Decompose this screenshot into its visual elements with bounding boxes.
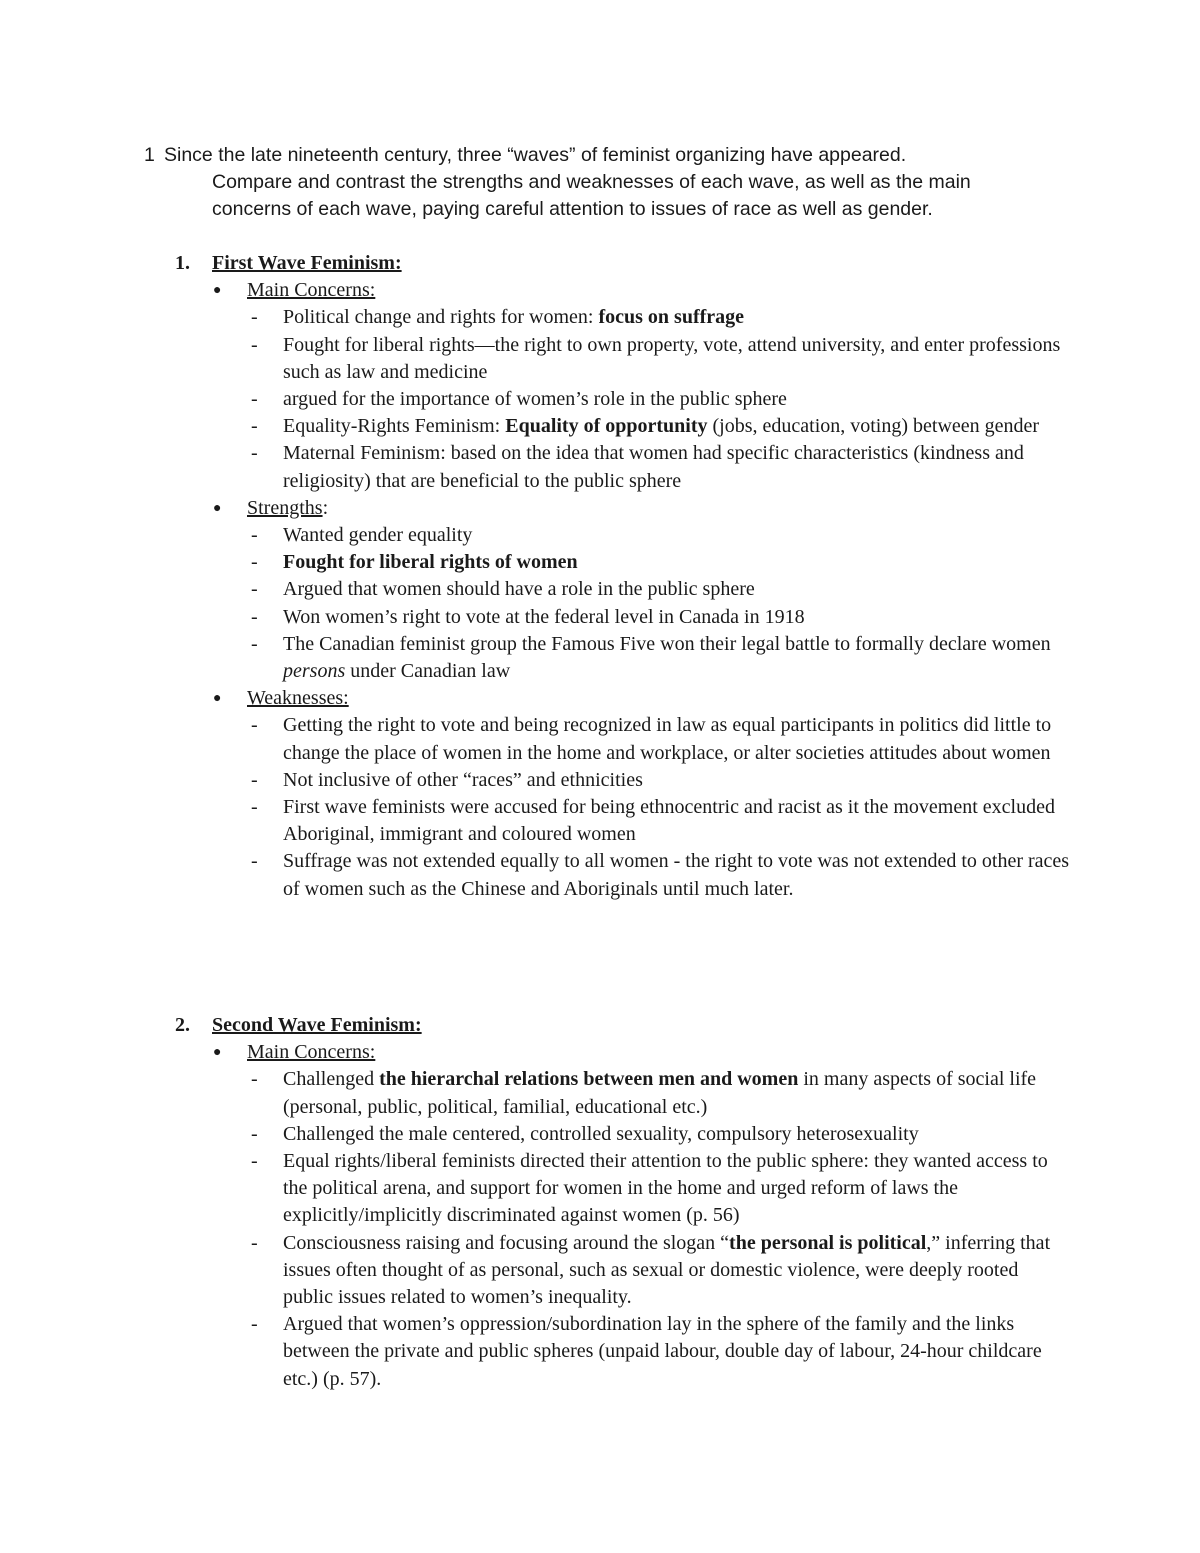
bullet-icon: ● [213, 1045, 222, 1061]
item-text: under Canadian law [345, 660, 511, 683]
question-prompt [144, 142, 1044, 223]
question-line: Compare and contrast the strengths and weaknesses of each wave, as well as the main [212, 171, 971, 193]
dash-marker: - [251, 388, 258, 411]
section-number: 2. [175, 1014, 190, 1036]
bold-text: Equality of opportunity [505, 415, 708, 438]
list-item [175, 767, 1073, 794]
question-line [144, 142, 1044, 169]
dash-marker: - [251, 714, 258, 737]
item-text: First wave feminists were accused for being ethnocentric and racist as it the movement excluded Aboriginal, immigrant and coloured women [283, 796, 1055, 846]
group-label: Weaknesses: [247, 687, 349, 710]
item-text: in many aspects of social life (personal, public, political, familial, educational etc.) [283, 1068, 1037, 1118]
dash-marker: - [251, 333, 258, 356]
item-text: The Canadian feminist group the Famous Five won their legal battle to formally declare women [283, 632, 1051, 655]
item-text: ,” inferring that issues often thought of as personal, such as sexual or domestic violence, were deeply rooted public issues related to women’s inequality. [283, 1231, 1051, 1309]
list-item [175, 522, 1073, 549]
bullet-icon: ● [213, 500, 222, 516]
bold-text: Fought for liberal rights of women [283, 551, 578, 574]
dash-marker: - [251, 850, 258, 873]
section-heading [175, 250, 1075, 277]
list-item [175, 332, 1073, 386]
item-text: Getting the right to vote and being recognized in law as equal participants in politics did little to change the place of women in the home and workplace, or alter societies attitudes about women [283, 714, 1052, 764]
item-text: Equal rights/liberal feminists directed their attention to the public sphere: they wanted access to the political arena, and support for women in the home and urged reform of laws the explicitly/implicitly discriminated against women (p. 56) [283, 1150, 1048, 1227]
dash-marker: - [251, 551, 258, 574]
item-text: argued for the importance of women’s role in the public sphere [283, 388, 787, 411]
group-heading [175, 277, 1075, 304]
dash-marker: - [251, 768, 258, 791]
bold-text: the personal is political [729, 1231, 927, 1254]
item-text: Challenged [283, 1068, 380, 1091]
question-number: 1 [144, 144, 155, 166]
list-item [175, 1230, 1073, 1312]
list-item [175, 1148, 1073, 1230]
list-item [175, 794, 1073, 848]
dash-marker: - [251, 796, 258, 819]
question-line: concerns of each wave, paying careful attention to issues of race as well as gender. [212, 198, 933, 220]
item-text: Equality-Rights Feminism: [283, 415, 506, 438]
list-item [175, 304, 1073, 331]
item-text: Argued that women’s oppression/subordination lay in the sphere of the family and the links between the private and public spheres (unpaid labour, double day of labour, 24-hour childcare etc.) (p. 57). [283, 1313, 1042, 1390]
item-list [175, 712, 1075, 902]
bold-text: focus on suffrage [598, 306, 745, 329]
group-heading [175, 1039, 1075, 1066]
item-text: Political change and rights for women: [283, 306, 599, 329]
list-item [175, 413, 1073, 440]
dash-marker: - [251, 1068, 258, 1091]
question-text: Since the late nineteenth century, three “waves” of feminist organizing have appeared. [164, 144, 907, 166]
item-text: Challenged the male centered, controlled sexuality, compulsory heterosexuality [283, 1122, 919, 1145]
item-text: Wanted gender equality [283, 524, 473, 547]
dash-marker: - [251, 1231, 258, 1254]
item-text: Consciousness raising and focusing around the slogan “ [283, 1231, 730, 1254]
list-item [175, 604, 1073, 631]
dash-marker: - [251, 1122, 258, 1145]
dash-marker: - [251, 442, 258, 465]
section-2 [175, 1012, 1075, 1393]
section-number: 1. [175, 252, 190, 274]
dash-marker: - [251, 605, 258, 628]
item-text: Won women’s right to vote at the federal level in Canada in 1918 [283, 605, 805, 628]
list-item [175, 631, 1073, 685]
item-text: Not inclusive of other “races” and ethnicities [283, 768, 643, 791]
group-label: Strengths [247, 496, 323, 519]
group-label: Main Concerns: [247, 279, 376, 302]
item-text: Suffrage was not extended equally to all women - the right to vote was not extended to other races of women such as the Chinese and Aboriginals until much later. [283, 850, 1070, 900]
list-item [175, 712, 1073, 766]
list-item [175, 848, 1073, 902]
bullet-icon: ● [213, 691, 222, 707]
italic-text: persons [283, 660, 346, 683]
section-1 [175, 250, 1075, 903]
dash-marker: - [251, 632, 258, 655]
list-item [175, 1066, 1073, 1120]
item-text: (jobs, education, voting) between gender [707, 415, 1040, 438]
item-list [175, 304, 1075, 494]
item-text: Maternal Feminism: based on the idea that women had specific characteristics (kindness and religiosity) that are beneficial to the public sphere [283, 442, 1024, 492]
list-item [175, 549, 1073, 576]
dash-marker: - [251, 415, 258, 438]
bold-text: the hierarchal relations between men and women [379, 1068, 799, 1091]
group-label-suffix: : [322, 496, 329, 519]
section-title: Second Wave Feminism: [212, 1014, 422, 1036]
dash-marker: - [251, 578, 258, 601]
bullet-icon: ● [213, 283, 222, 299]
group-label: Main Concerns: [247, 1041, 376, 1064]
section-heading [175, 1012, 1075, 1039]
item-text: Argued that women should have a role in the public sphere [283, 578, 755, 601]
list-item [175, 440, 1073, 494]
list-item [175, 576, 1073, 603]
dash-marker: - [251, 1150, 258, 1173]
section-title: First Wave Feminism: [212, 252, 402, 274]
list-item [175, 386, 1073, 413]
item-list [175, 522, 1075, 685]
group-heading [175, 685, 1075, 712]
list-item [175, 1121, 1073, 1148]
dash-marker: - [251, 1313, 258, 1336]
dash-marker: - [251, 524, 258, 547]
list-item [175, 1311, 1073, 1393]
group-heading [175, 495, 1075, 522]
dash-marker: - [251, 306, 258, 329]
item-list [175, 1066, 1075, 1392]
item-text: Fought for liberal rights—the right to own property, vote, attend university, and enter professions such as law and medicine [283, 333, 1061, 383]
